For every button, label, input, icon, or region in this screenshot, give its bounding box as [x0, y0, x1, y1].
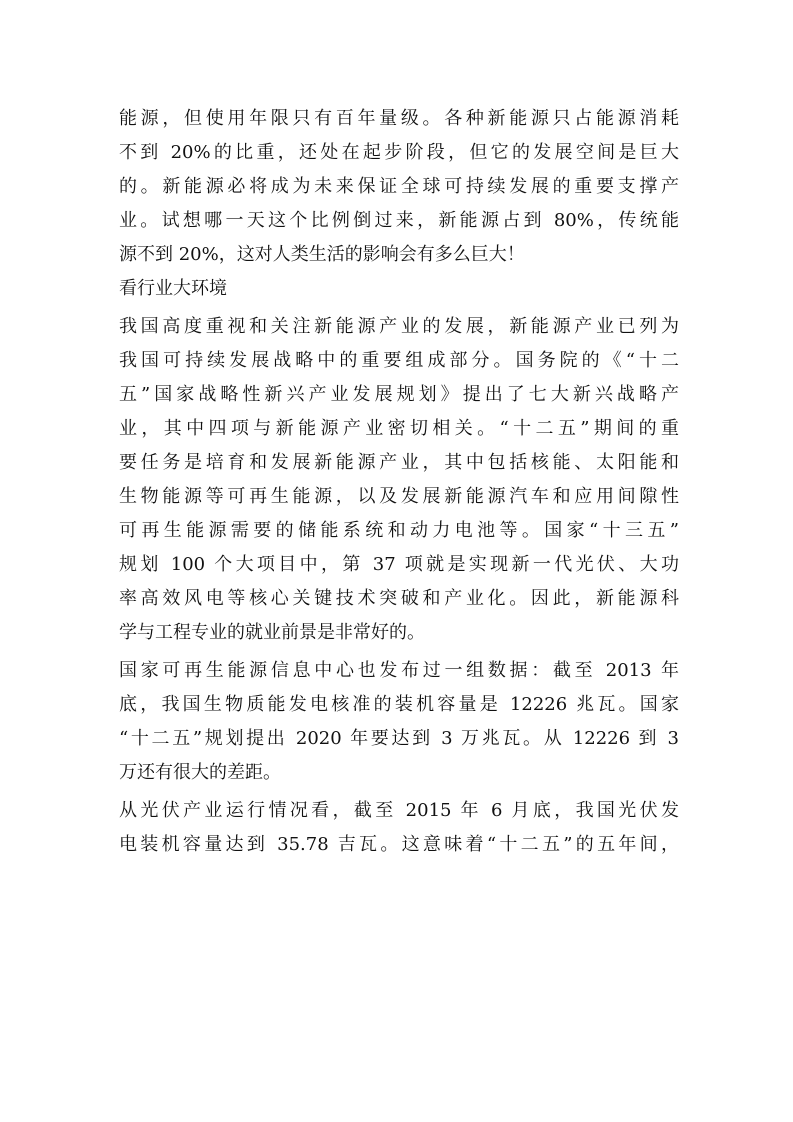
text-line: 规划 100 个大项目中，第 37 项就是实现新一代光伏、大功 — [119, 554, 679, 575]
text-line: 从光伏产业运行情况看，截至 2015 年 6 月底，我国光伏发 — [119, 800, 679, 821]
text-line: 率高效风电等核心关键技术突破和产业化。因此，新能源科 — [119, 588, 679, 609]
document-body — [119, 102, 679, 862]
text-line: “十二五”规划提出 2020 年要达到 3 万兆瓦。从 12226 到 3 — [119, 728, 679, 749]
paragraph-industry-policy — [119, 310, 679, 650]
text-line: 底，我国生物质能发电核准的装机容量是 12226 兆瓦。国家 — [119, 694, 679, 715]
heading-text: 看行业大环境 — [119, 278, 227, 299]
text-line: 万还有很大的差距。 — [119, 762, 281, 783]
paragraph-biomass-data — [119, 654, 679, 790]
text-line: 我国高度重视和关注新能源产业的发展，新能源产业已列为 — [119, 316, 679, 337]
text-line: 能源，但使用年限只有百年量级。各种新能源只占能源消耗 — [119, 108, 679, 129]
paragraph-new-energy-share — [119, 102, 679, 272]
text-line: 生物能源等可再生能源，以及发展新能源汽车和应用间隙性 — [119, 486, 679, 507]
text-line: 国家可再生能源信息中心也发布过一组数据：截至 2013 年 — [119, 660, 679, 681]
text-line: 五”国家战略性新兴产业发展规划》提出了七大新兴战略产 — [119, 384, 679, 405]
text-line: 要任务是培育和发展新能源产业，其中包括核能、太阳能和 — [119, 452, 679, 473]
text-line: 不到 20%的比重，还处在起步阶段，但它的发展空间是巨大 — [119, 142, 679, 163]
text-line: 学与工程专业的就业前景是非常好的。 — [119, 622, 425, 643]
text-line: 可再生能源需要的储能系统和动力电池等。国家“十三五” — [119, 520, 679, 541]
paragraph-photovoltaic — [119, 794, 679, 862]
section-heading — [119, 272, 679, 306]
text-line: 我国可持续发展战略中的重要组成部分。国务院的《“十二 — [119, 350, 679, 371]
text-line: 的。新能源必将成为未来保证全球可持续发展的重要支撑产 — [119, 176, 679, 197]
text-line: 业。试想哪一天这个比例倒过来，新能源占到 80%，传统能 — [119, 210, 679, 231]
text-line: 电装机容量达到 35.78 吉瓦。这意味着“十二五”的五年间， — [119, 834, 679, 855]
text-line: 源不到 20%，这对人类生活的影响会有多么巨大！ — [119, 244, 525, 265]
text-line: 业，其中四项与新能源产业密切相关。“十二五”期间的重 — [119, 418, 679, 439]
